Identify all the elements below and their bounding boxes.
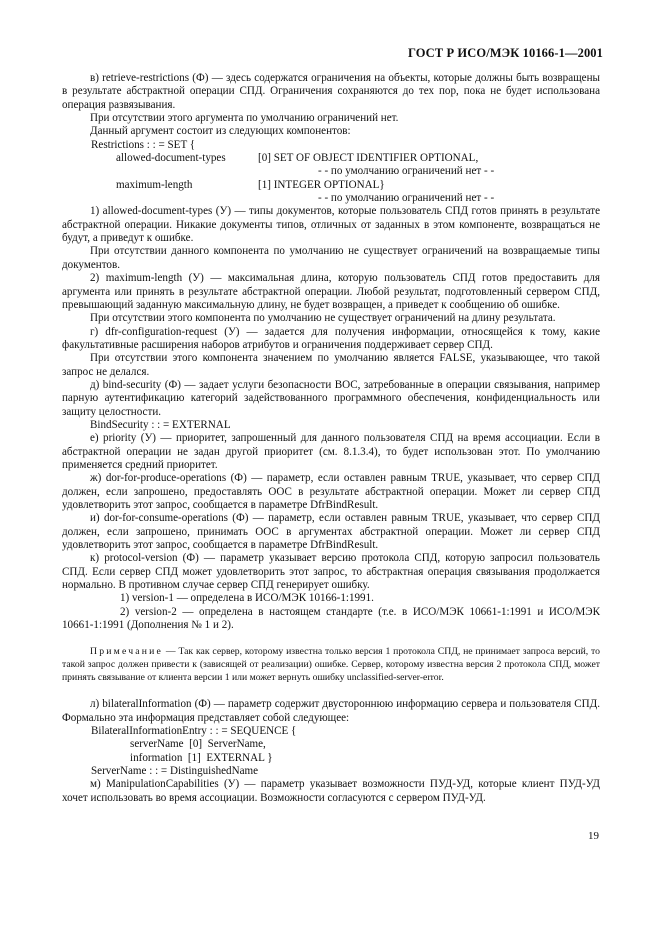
paragraph-k-version-2: 2) version-2 — определена в настоящем стандарте (т.е. в ИСО/МЭК 10661-1:1991 и ИСО/МЭК 10661-1:1991 (Дополнения № 1 и 2).: [62, 605, 600, 632]
paragraph-g-dfr-configuration: г) dfr-configuration-request (У) — задается для получения информации, относящейся к тому, какие факультативные расширения наборов атрибутов и ограничения поддерживает сервер СПД.: [62, 325, 600, 351]
paragraph-k-version-1: 1) version-1 — определена в ИСО/МЭК 10166-1:1991.: [120, 592, 374, 605]
code-restrictions-row-1: [62, 152, 600, 165]
paragraph-g-default: При отсутствии этого компонента значением по умолчанию является FALSE, указывающее, что такой запрос не делался.: [62, 352, 600, 378]
code-comment: - - по умолчанию ограничений нет - -: [318, 192, 495, 205]
paragraph-v-components: Данный аргумент состоит из следующих компонентов:: [90, 125, 351, 138]
code-field-name: allowed-document-types: [116, 152, 226, 165]
paragraph-e-priority: е) priority (У) — приоритет, запрошенный для данного пользователя СПД на время ассоциации. Если в абстрактной операции не задан другой приоритет (см. 8.1.3.4), то будет использован этот. По умолчанию применяется средний приоритет.: [62, 432, 600, 471]
code-text: BilateralInformationEntry : : = SEQUENCE {: [91, 724, 297, 737]
code-restrictions-row-2: [62, 179, 600, 192]
paragraph-2-default: При отсутствии этого компонента по умолчанию не существует ограничений на длину результата.: [90, 312, 556, 325]
code-bilateral-header: [62, 725, 600, 738]
note-text: — Так как сервер, которому известна только версия 1 протокола СПД, не принимает запроса версий, то такой запрос должен привести к (зависящей от реализации) ошибке. Сервер, которому известна версия 2 протокола СПД, может принять связывание от клиента версии 1 или может вернуть ошибку unclassified-server-error.: [62, 646, 600, 683]
code-servername: [62, 765, 600, 778]
paragraph-v-default: При отсутствии этого аргумента по умолчанию ограничений нет.: [90, 112, 399, 125]
page-body: [62, 72, 600, 805]
code-text: serverName [0] ServerName,: [130, 738, 266, 751]
paragraph-zh-dor-for-produce: ж) dor-for-produce-operations (Ф) — параметр, если оставлен равным TRUE, указывает, что сервер СПД должен, если запрошено, предоставлять ООС в результате абстрактной операции. Может ли сервер СПД удовлетворить этот запрос, сообщается в параметре DfrBindResult.: [62, 472, 600, 511]
paragraph-m-manipulation-capabilities: м) ManipulationCapabilities (У) — параметр указывает возможности ПУД-УД, которые клиент ПУД-УД хочет использовать во время ассоциации. Возможности согласуются с сервером ПУД-УД.: [62, 778, 600, 804]
paragraph-2-maximum-length: 2) maximum-length (У) — максимальная длина, которую пользователь СПД готов предоставить для аргумента или принять в результате абстрактной операции. Любой результат, подготовленный сервером СПД, превышающий заданную максимальную длину, не будет возвращен, а приведет к сообщению об ошибке.: [62, 272, 600, 311]
code-restrictions-comment-2: [62, 192, 600, 205]
document-header: ГОСТ Р ИСО/МЭК 10166-1—2001: [407, 46, 603, 60]
paragraph-i-dor-for-consume: и) dor-for-consume-operations (Ф) — параметр, если оставлен равным TRUE, указывает, что сервер СПД должен, если запрошено, принимать ООС в аргументах абстрактной операции. Может ли сервер СПД удовлетворить этот запрос, сообщается в параметре DfrBindResult.: [62, 512, 600, 552]
code-text: ServerName : : = DistinguishedName: [91, 764, 259, 777]
code-comment: - - по умолчанию ограничений нет - -: [318, 165, 495, 178]
code-restrictions-header: [62, 139, 600, 152]
code-bilateral-row-2: [62, 752, 600, 765]
page-number: 19: [588, 830, 599, 842]
paragraph-l-bilateral-information: л) bilateralInformation (Ф) — параметр содержит двустороннюю информацию сервера и пользователя СПД. Формально эта информация представляет собой следующее:: [62, 698, 600, 724]
code-restrictions-comment-1: [62, 165, 600, 178]
code-field-name: maximum-length: [116, 178, 193, 191]
code-field-def: [1] INTEGER OPTIONAL}: [258, 178, 385, 191]
paragraph-1-default: При отсутствии данного компонента по умолчанию не существует ограничений на возвращаемые типы документов.: [62, 245, 600, 271]
code-bilateral-row-1: [62, 738, 600, 751]
paragraph-k-protocol-version: к) protocol-version (Ф) — параметр указывает версию протокола СПД, которую запросил пользователь СПД. Если сервер СПД может удовлетворить этот запрос, то абстрактная операция связывания продолжается нормально. В противном случае сервер СПД генерирует ошибку.: [62, 552, 600, 592]
paragraph-1-allowed-document-types: 1) allowed-document-types (У) — типы документов, которые пользователь СПД готов принять в результате абстрактной операции. Никакие документы типов, отличных от заданных в этом компоненте, возвращаться не будут, а приведут к ошибке.: [62, 205, 600, 245]
note: [62, 646, 600, 684]
code-text: Restrictions : : = SET {: [91, 138, 196, 151]
paragraph-v-retrieve-restrictions: в) retrieve-restrictions (Ф) — здесь содержатся ограничения на объекты, которые должны быть возвращены в результате абстрактной операции СПД. Ограничения сохраняются до тех пор, пока не будет использована операция развязывания.: [62, 72, 600, 111]
code-text: information [1] EXTERNAL }: [130, 751, 273, 764]
paragraph-d-bind-security: д) bind-security (Ф) — задает услуги безопасности ВОС, затребованные в операции связывания, например парную аутентификацию категорий задействованного программного обеспечения, конфиденциальность или защиту целостности.: [62, 378, 600, 418]
code-field-def: [0] SET OF OBJECT IDENTIFIER OPTIONAL,: [258, 152, 479, 165]
code-bind-security: BindSecurity : : = EXTERNAL: [90, 418, 231, 431]
note-label: Примечание: [90, 646, 164, 658]
